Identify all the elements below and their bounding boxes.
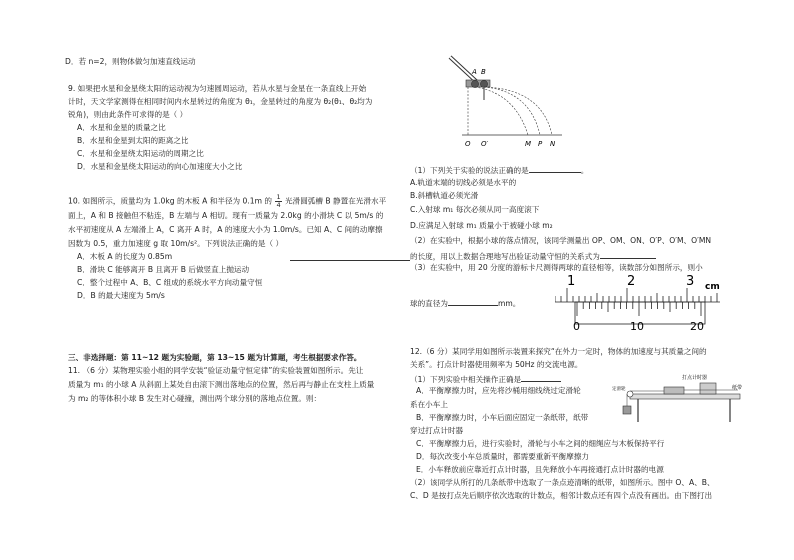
label-o-prime: O′: [481, 140, 489, 148]
answer-blank-q11-3[interactable]: [448, 297, 498, 306]
vernier-caliper-figure: [555, 272, 725, 334]
main-scale-label-1: 1: [567, 274, 576, 289]
q10-option-d: D．B 的最大速度为 5m/s: [77, 291, 165, 300]
answer-blank-q12-1[interactable]: [521, 373, 561, 382]
fraction-denominator: 4: [276, 201, 281, 209]
answer-blank-q11-1[interactable]: [529, 164, 581, 173]
ticker-timer: [700, 383, 716, 394]
q9-stem-line3: 锐角)，则由此条件可求得的是（ ）: [68, 110, 188, 119]
q12-stem-line2: 关系”。打点计时器使用频率为 50Hz 的交流电源。: [410, 360, 583, 369]
timer-label: 打点计时器: [682, 375, 708, 381]
q10-stem-line3: 水平初速度从 A 左端滑上 A，C 离开 A 时，A 的速度大小为 1.0m/s。已知 A、C 间的动摩擦: [68, 225, 383, 234]
q12-part1-text: （1）下列实验中相关操作正确是: [410, 375, 522, 384]
q12-option-e: E．小车释放前应靠近打点计时器，且先释放小车再接通打点计时器的电源: [416, 465, 664, 474]
q11-option-a: A.轨道末端的切线必须是水平的: [410, 178, 517, 187]
pulley-label: 定滑轮: [612, 387, 626, 392]
q11-part1-text: （1）下列关于实验的说法正确的是: [410, 166, 529, 175]
q12-option-a-line2: 系在小车上: [410, 400, 448, 409]
q12-part2-line2: C、D 是按打点先后顺序依次选取的计数点，相邻计数点还有四个点没有画出。由下图打出: [410, 491, 713, 500]
period: 。: [580, 166, 589, 175]
q11-stem-line1: 11. （6 分）某物理实验小组的同学安装“验证动量守恒定律”的实验装置如图所示。先让: [68, 366, 364, 375]
q12-part2-line1: （2）该同学从所打的几条纸带中选取了一条点迹清晰的纸带，如图所示。图中 O、A、B、: [410, 478, 715, 487]
main-scale-label-2: 2: [627, 274, 636, 289]
vernier-label-10: 10: [630, 320, 644, 333]
q9-option-b: B．水星和金星到太阳的距离之比: [77, 136, 189, 145]
q12-option-a-line1: A．平衡摩擦力时，应先将沙桶用细线绕过定滑轮: [416, 386, 581, 395]
vernier-label-0: 0: [573, 320, 580, 333]
q11-option-c: C.入射球 m₁ 每次必须从同一高度滚下: [410, 205, 540, 214]
q12-option-d: D．每次改变小车总质量时，都需要重新平衡摩擦力: [416, 452, 589, 461]
q10-line1-b: 光滑圆弧槽 B 静置在光滑水平: [285, 196, 387, 206]
q11-part2-text: 的长度，用以上数据合理地写出验证动量守恒的关系式为: [410, 252, 600, 261]
q12-option-b-line2: 穿过打点计时器: [410, 426, 464, 435]
ball-a: [471, 80, 478, 87]
q11-part2-line1: （2）在实验中，根据小球的落点情况，该同学测量出 OP、OM、ON、O′P、O′M、O′MN: [410, 236, 712, 245]
q11-part3-text: 球的直径为: [410, 299, 448, 308]
cart: [664, 387, 684, 394]
label-a: A: [472, 68, 477, 76]
column-divider-line: [290, 260, 410, 261]
tape-label: 纸带: [732, 385, 743, 391]
ball-b: [480, 80, 487, 87]
answer-blank-q11-2[interactable]: [600, 250, 656, 259]
q9-stem-line2: 计时，天文学家测得在相同时间内水星转过的角度为 θ₁，金星转过的角度为 θ₂(θ₁、θ₂均为: [68, 97, 373, 106]
q11-stem-line2: 质量为 m₁ 的小球 A 从斜面上某处自由滚下测出落地点的位置，然后再与静止在支柱上质量: [68, 380, 375, 389]
trajectory-3: [484, 87, 552, 135]
q9-option-d: D．水星和金星绕太阳运动的向心加速度大小之比: [77, 162, 243, 171]
q10-option-c: C．整个过程中 A、B、C 组成的系统水平方向动量守恒: [77, 278, 263, 287]
collision-apparatus-figure: [430, 55, 570, 155]
label-p: P: [538, 140, 543, 148]
label-m: M: [525, 140, 532, 148]
q10-stem-line2: 面上，A 和 B 接触但不粘连，B 左端与 A 相切。现有一质量为 2.0kg 的小滑块 C 以 5m/s 的: [68, 211, 384, 220]
vernier-scale-ticks: [577, 302, 701, 316]
q10-stem-line4: 因数为 0.5，重力加速度 g 取 10m/s²。下列说法正确的是（ ）: [68, 239, 284, 248]
q11-part3-unit: mm。: [497, 299, 521, 308]
q10-option-b: B．滑块 C 能够离开 B 且离开 B 后做竖直上抛运动: [77, 265, 250, 274]
q11-stem-line3: 为 m₂ 的等体积小球 B 发生对心碰撞，测出两个球分别的落地点位置。则：: [68, 394, 322, 403]
q11-part3-line1: （3）在实验中，用 20 分度的游标卡尺测得两球的直径相等，读数部分如图所示，则小: [410, 263, 703, 272]
section-three-heading: 三、非选择题：第 11~12 题为实验题，第 13~15 题为计算题，考生根据要求作答。: [68, 353, 362, 362]
q10-line1-a: 10. 如图所示，质量均为 1.0kg 的木板 A 和半径为 0.1m 的: [68, 196, 273, 206]
q11-part1: [410, 164, 588, 176]
q9-option-c: C．水星和金星绕太阳运动的周期之比: [77, 149, 204, 158]
label-n: N: [550, 140, 556, 148]
q12-stem-line1: 12.（6 分）某同学用如图所示装置来探究“在外力一定时，物体的加速度与其质量之间的: [410, 347, 707, 356]
q11-option-d: D.应满足入射球 m₁ 质量小于被碰小球 m₂: [410, 221, 553, 230]
vernier-label-20: 20: [690, 320, 704, 333]
main-scale-label-3: 3: [686, 274, 695, 289]
q12-option-c: C．平衡摩擦力后，进行实验时，滑轮与小车之间的细绳应与木板保持平行: [416, 439, 665, 448]
q12-part1: [410, 373, 561, 385]
main-scale-unit: cm: [705, 282, 720, 292]
wooden-board: [630, 394, 740, 399]
q11-part2-line2: [410, 250, 656, 262]
q8-option-d: D．若 n=2，则物体做匀加速直线运动: [65, 57, 196, 66]
q11-part3-line2: [410, 297, 520, 309]
q9-stem-line1: 9. 如果把水星和金星绕太阳的运动视为匀速圆周运动，若从水星与金星在一条直线上开始: [68, 84, 367, 93]
pulley-wheel: [627, 391, 633, 397]
label-b: B: [481, 68, 486, 76]
q9-option-a: A．水星和金星的质量之比: [77, 123, 166, 132]
q10-option-a: A．木板 A 的长度为 0.85m: [77, 252, 173, 261]
fraction-numerator: 1: [276, 193, 281, 201]
label-o: O: [465, 140, 471, 148]
q12-option-b-line1: B．平衡摩擦力时，小车后面应固定一条纸带，纸带: [416, 413, 589, 422]
q10-stem-line1: [68, 194, 386, 209]
quarter-fraction: [275, 194, 281, 209]
cart-apparatus-figure: [612, 372, 747, 434]
main-scale-ticks: [555, 288, 717, 302]
sand-bucket: [623, 406, 631, 414]
q11-option-b: B.斜槽轨道必须光滑: [410, 191, 479, 200]
trajectory-2: [484, 87, 540, 135]
